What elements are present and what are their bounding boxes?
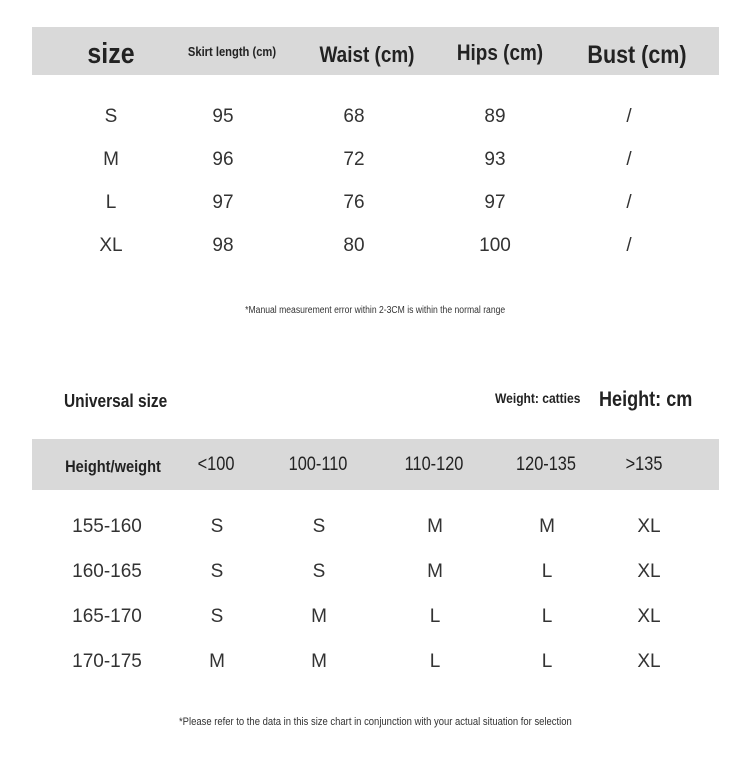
hips-cell: 97 [484,192,506,213]
weight-range-header: >135 [625,454,663,475]
weight-range-header: 110-120 [404,454,464,475]
size-cell: L [105,192,117,213]
hips-cell: 93 [484,149,506,170]
size-cell: M [103,149,119,170]
height-range-cell: 155-160 [72,516,142,537]
bust-cell: / [626,192,632,213]
size-cell: M [427,561,443,582]
skirt-length-header: Skirt length (cm) [187,44,277,59]
size-cell: M [539,516,555,537]
height-unit-label: Height: cm [599,388,693,411]
height-range-cell: 160-165 [72,561,142,582]
size-cell: L [541,561,553,582]
measurement-note: *Manual measurement error within 2-3CM is within the normal range [244,305,506,316]
size-cell: L [429,651,441,672]
size-cell: L [541,606,553,627]
size-cell: M [311,606,327,627]
bust-header: Bust (cm) [587,41,687,69]
hips-cell: 89 [484,106,506,127]
waist-cell: 72 [343,149,365,170]
bust-cell: / [626,106,632,127]
size-cell: XL [637,561,661,582]
size-cell: XL [99,235,123,256]
skirt-length-cell: 98 [212,235,234,256]
skirt-length-cell: 97 [212,192,234,213]
skirt-length-cell: 95 [212,106,234,127]
size-cell: L [541,651,553,672]
size-cell: S [210,561,224,582]
size-cell: L [429,606,441,627]
size-cell: M [427,516,443,537]
universal-size-title: Universal size [64,391,168,411]
size-cell: M [209,651,225,672]
waist-cell: 68 [343,106,365,127]
waist-header: Waist (cm) [319,42,415,67]
bust-cell: / [626,235,632,256]
waist-cell: 76 [343,192,365,213]
bust-cell: / [626,149,632,170]
height-weight-header: Height/weight [65,457,161,476]
size-header: size [87,38,135,70]
size-cell: XL [637,516,661,537]
weight-range-header: 120-135 [516,454,576,475]
size-cell: S [104,106,118,127]
hips-cell: 100 [479,235,511,256]
size-cell: S [312,516,326,537]
skirt-length-cell: 96 [212,149,234,170]
size-cell: XL [637,651,661,672]
weight-range-header: 100-110 [288,454,348,475]
weight-range-header: <100 [197,454,235,475]
waist-cell: 80 [343,235,365,256]
size-cell: S [210,516,224,537]
height-range-cell: 165-170 [72,606,142,627]
size-cell: M [311,651,327,672]
size-cell: XL [637,606,661,627]
selection-note: *Please refer to the data in this size chart in conjunction with your actual situation for selection [178,716,572,728]
size-cell: S [312,561,326,582]
hips-header: Hips (cm) [456,40,544,65]
size-cell: S [210,606,224,627]
weight-unit-label: Weight: catties [495,390,581,406]
height-range-cell: 170-175 [72,651,142,672]
